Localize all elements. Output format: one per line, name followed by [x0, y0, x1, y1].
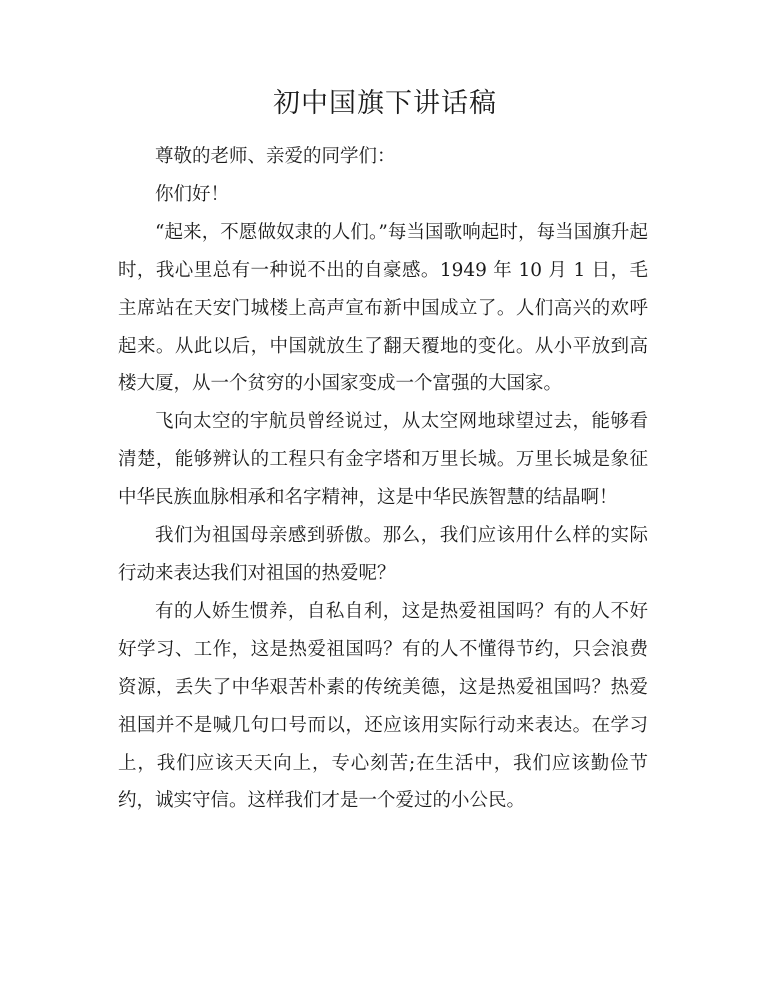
paragraph: 我们为祖国母亲感到骄傲。那么，我们应该用什么样的实际行动来表达我们对祖国的热爱呢？ — [118, 525, 648, 584]
paragraph: 有的人娇生惯养，自私自利，这是热爱祖国吗？有的人不好好学习、工作，这是热爱祖国吗？有的人不懂得节约，只会浪费资源，丢失了中华艰苦朴素的传统美德，这是热爱祖国吗？热爱祖国并不是喊几句口号而以，还应该用实际行动来表达。在学习上，我们应该天天向上，专心刻苦;在生活中，我们应该勤俭节约，诚实守信。这样我们才是一个爱过的小公民。 — [118, 600, 648, 812]
paragraph: 飞向太空的宇航员曾经说过，从太空网地球望过去，能够看清楚，能够辨认的工程只有金字塔和万里长城。万里长城是象征中华民族血脉相承和名字精神，这是中华民族智慧的结晶啊！ — [118, 411, 648, 509]
document-title: 初中国旗下讲话稿 — [273, 88, 497, 119]
greeting: 你们好！ — [155, 183, 230, 205]
paragraph: “起来，不愿做奴隶的人们。”每当国歌响起时，每当国旗升起时，我心里总有一种说不出的自豪感。1949 年 10 月 1 日，毛主席站在天安门城楼上高声宣布新中国成立了。人们高兴的欢呼起来。从此以后，中国就放生了翻天覆地的变化。从小平放到高楼大厦，从一个贫穷的小国家变成一个富强的大国家。 — [118, 221, 648, 395]
document-body — [118, 138, 648, 820]
salutation: 尊敬的老师、亲爱的同学们： — [155, 146, 396, 167]
